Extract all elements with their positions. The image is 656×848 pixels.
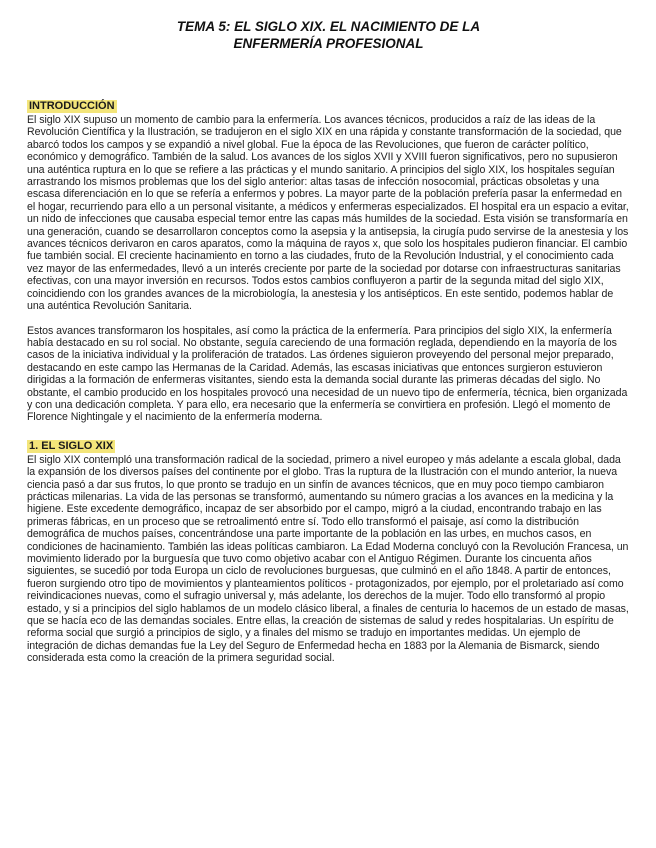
- section-1: [27, 436, 630, 665]
- title-line-1: TEMA 5: EL SIGLO XIX. EL NACIMIENTO DE LA: [176, 19, 481, 34]
- introduction-section: [27, 96, 630, 424]
- introduction-heading: INTRODUCCIÓN: [29, 100, 115, 112]
- section-1-heading: 1. EL SIGLO XIX: [29, 439, 114, 452]
- introduction-paragraph-1: El siglo XIX supuso un momento de cambio para la enfermería. Los avances técnicos, producidos a raíz de las ideas de la Revolución Científica y la Ilustración, se tradujeron en el siglo XIX en una rápida y constante transformación de la sociedad, que abarcó todos los campos y se expandió a nivel global. Fue la época de las Revoluciones, que fueron de carácter político, económico y demográfico. También de la salud. Los avances de los siglos XVII y XVIII fueron significativos, pero no supusieron una auténtica ruptura en lo que se refiere a las prácticas y el mundo sanitario. A principios del siglo XIX, los hospitales seguían arrastrando los mismos problemas que los del siglo anterior: altas tasas de infección nosocomial, prácticas obsoletas y una escasa diferenciación en lo que se refería a enfermos y pobres. La mayor parte de la población prefería pasar la enfermedad en el hogar, recurriendo para ello a un personal visitante, a médicos y enfermeras especializados. El hospital era un espacio a evitar, un nido de infecciones que causaba especial temor entre las capas más humildes de la sociedad. Esta visión se transformaría en una generación, cuando se desarrollaron conceptos como la asepsia y la antisepsia, la cirugía pudo servirse de la anestesia y los avances técnicos derivaron en caros aparatos, como la máquina de rayos x, que solo los hospitales pudieron financiar. El cambio fue también social. El creciente hacinamiento en torno a las ciudades, fruto de la Revolución Industrial, y el conocimiento cada vez mayor de las enfermedades, llevó a un interés creciente por parte de la sociedad por dotarse con infraestructuras sanitarias efectivas, con una mayor inversión en recursos. Todos estos cambios confluyeron a partir de la segunda mitad del siglo XIX, coincidiendo con los grandes avances de la microbiología, la anestesia y los antisépticos. En este sentido, podemos hablar de una auténtica Revolución Sanitaria.: [27, 114, 629, 313]
- introduction-paragraph-2: Estos avances transformaron los hospitales, así como la práctica de la enfermería. Para principios del siglo XIX, la enfermería había destacado en su rol social. No obstante, seguía careciendo de una formación reglada, dependiendo en la mayoría de los casos de la iniciativa individual y la proliferación de tratados. Las órdenes siguieron proveyendo del personal mejor preparado, destacando en este campo las Hermanas de la Caridad. Además, las escasas iniciativas que entonces surgieron estuvieron dirigidas a la formación de enfermeras visitantes, siendo esta la demanda social durante las primeras décadas del siglo. No obstante, el cambio producido en los hospitales provocó una necesidad de un nuevo tipo de enfermería, técnica, bien organizada y con una dedicación completa. Y para ello, era necesario que la enfermería se convirtiera en profesión. Llegó el momento de Florence Nightingale y el nacimiento de la enfermería moderna.: [27, 324, 628, 424]
- paragraph-spacer: [27, 313, 630, 325]
- title-line-2: ENFERMERÍA PROFESIONAL: [233, 36, 424, 51]
- section-1-paragraph: El siglo XIX contempló una transformación radical de la sociedad, primero a nivel europeo y más adelante a escala global, dada la expansión de los diversos países del continente por el globo. Tras la ruptura de la Ilustración con el mundo anterior, la nueva ciencia pasó a dar sus frutos, lo que pronto se tradujo en un sinfín de avances técnicos, que en muy poco tiempo cambiaron prácticas milenarias. La vida de las personas se transformó, aumentando su número gracias a los avances en la medicina y la higiene. Este excedente demográfico, incapaz de ser absorbido por el campo, migró a la ciudad, encontrando trabajo en las primeras fábricas, en un proceso que se retroalimentó entre sí. Todo ello transformó el paisaje, así como la distribución demográfica de muchos países, concentrándose una parte importante de la población en las urbes, en muchos casos, en condiciones de hacinamiento. También las ideas políticas cambiaron. La Edad Moderna concluyó con la Revolución Francesa, un movimiento liderado por la burguesía que tuvo como objetivo acabar con el Antiguo Régimen. Durante los cincuenta años siguientes, se sucedió por toda Europa un ciclo de revoluciones burguesas, que culminó en el año 1848. A partir de entonces, fueron surgiendo otro tipo de movimientos y planteamientos políticos - protagonizados, por ejemplo, por el proletariado así como reivindicaciones nuevas, como el sufragio universal y, más adelante, los derechos de la mujer. Todo ello transformó al propio estado, y si a principios del siglo hablamos de un modelo clásico liberal, a finales de centuria lo hacemos de un estado de masas, que se hacía eco de las demandas sociales. Entre ellas, la creación de sistemas de salud y redes hospitalarias. Un espíritu de reforma social que surgió a principios de siglo, y a finales del mismo se tradujo en importantes medidas. Un ejemplo de integración de dichas demandas fue la Ley del Seguro de Enfermedad hecha en 1883 por la Alemania de Bismarck, siendo considerada esta como la creación de la primera seguridad social.: [27, 453, 629, 665]
- page-title: [27, 18, 630, 52]
